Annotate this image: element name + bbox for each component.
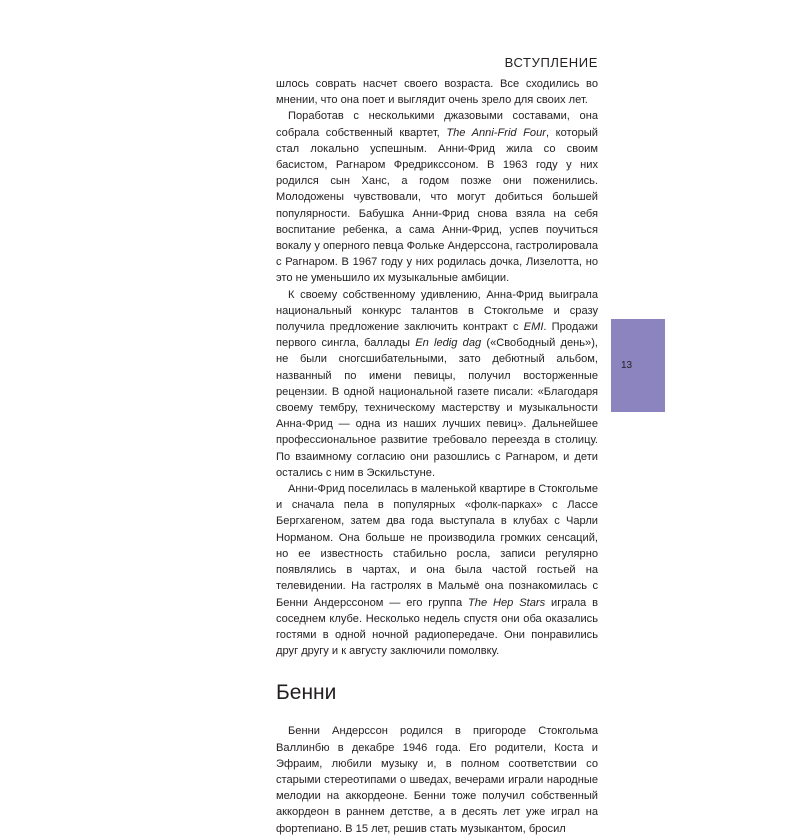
paragraph — [276, 108, 598, 286]
text-run: играла в соседнем клубе. Несколько недель спустя они оба оказались гостями в одной ночной радиопередаче. Они понравились друг другу и к августу заключили помолвку. — [276, 596, 598, 658]
paragraph — [276, 723, 598, 836]
text-run: . Продажи первого сингла, баллады — [276, 321, 598, 350]
text-run: К своему собственному удивлению, Анна-Фрид выиграла национальный конкурс талантов в Стокгольме и сразу получила предложение заключить контракт с — [276, 288, 598, 334]
chapter-tab — [611, 319, 665, 412]
text-run: Анни-Фрид поселилась в маленькой квартире в Стокгольме и сначала пела в популярных «фолк-парках» с Лассе Бергхагеном, затем два года выступала в клубах с Чарли Норманом. Она больше не производила громких сенсаций, но ее известность стабильно росла, записи регулярно появлялись в чартах, и она была частой гостьей на телевидении. На гастролях в Мальмё она познакомилась с Бенни Андерссоном — его группа — [276, 483, 598, 609]
paragraphs-after-section — [276, 723, 598, 836]
body-text — [276, 76, 598, 837]
italic-title: The Hep Stars — [468, 596, 546, 609]
paragraph — [276, 287, 598, 481]
italic-title: En ledig dag — [415, 337, 482, 350]
italic-title: The Anni-Frid Four — [446, 126, 546, 139]
text-run: , который стал локально успешным. Анни-Фрид жила со своим басистом, Рагнаром Фредрикссоном. В 1963 году у них родился сын Ханс, а годом позже они поженились. Молодожены чувствовали, что могут добиться большей популярности. Бабушка Анни-Фрид снова взяла на себя воспитание ребенка, а сама Анни-Фрид, успев поучиться вокалу у оперного певца Фольке Андерссона, гастролировала с Рагнаром. В 1967 году у них родилась дочка, Лизелотта, но это не уменьшило их музыкальные амбиции. — [276, 126, 598, 285]
text-run: Бенни Андерссон родился в пригороде Стокгольма Валлинбю в декабре 1946 года. Его родители, Коста и Эфраим, любили музыку и, в полном соответствии со старыми стереотипами о шведах, вечерами играли народные мелодии на аккордеоне. Бенни тоже получил собственный аккордеон в раннем детстве, а в десять лет уже играл на фортепиано. В 15 лет, решив стать музыкантом, бросил — [276, 725, 598, 835]
paragraphs-before-section — [276, 76, 598, 659]
paragraph — [276, 76, 598, 108]
text-run: («Свободный день»), не были сногсшибательными, зато дебютный альбом, названный по имени певицы, получил восторженные рецензии. В одной национальной газете писали: «Благодаря своему тембру, техническому мастерству и музыкальности Анна-Фрид — одна из наших лучших певиц». Дальнейшее профессиональное развитие требовало переезда в столицу. По взаимному согласию они разошлись с Рагнаром, и дети остались с ним в Эскильстуне. — [276, 337, 598, 479]
section-title: Бенни — [276, 681, 337, 705]
running-head: ВСТУПЛЕНИЕ — [504, 55, 598, 70]
text-run: Поработав с несколькими джазовыми составами, она собрала собственный квартет, — [276, 110, 598, 139]
text-run: шлось соврать насчет своего возраста. Все сходились во мнении, что она поет и выглядит очень зрело для своих лет. — [276, 78, 598, 107]
paragraph — [276, 481, 598, 659]
page-number: 13 — [621, 360, 633, 371]
italic-title: EMI — [523, 321, 544, 334]
